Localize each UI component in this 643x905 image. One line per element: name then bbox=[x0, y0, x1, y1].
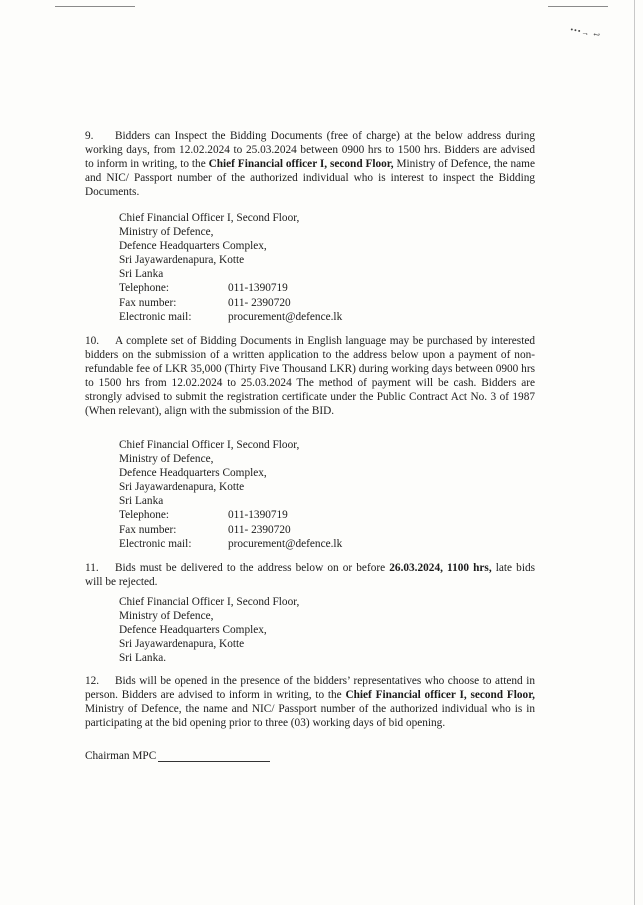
address-line: Defence Headquarters Complex, bbox=[119, 624, 267, 637]
fax-label: Fax number: bbox=[119, 523, 177, 536]
fax-label: Fax number: bbox=[119, 296, 177, 309]
paragraph-text: Ministry of Defence, the name and NIC/ Passport number of the authorized individual who is in participating at the bid opening prior to three (03) working days of bid opening. bbox=[85, 703, 535, 730]
paragraph-number: 11. bbox=[85, 562, 99, 574]
address-line: Ministry of Defence, bbox=[119, 453, 214, 466]
signature-blank bbox=[158, 750, 270, 762]
address-line: Ministry of Defence, bbox=[119, 610, 214, 623]
paragraph-text: A complete set of Bidding Documents in English language may be purchased by interested bidders on the submission of a written application to the address below upon a payment of non-refundable fee of LKR 35,000 (Thirty Five Thousand LKR) during working days between 0900 hrs to 1500 hrs from 12.02.2024 to 25.03.2024 The method of payment will be cash. Bidders are strongly advised to submit the registration certificate under the Public Contract Act No. 3 of 1987 (When relevant), align with the submission of the BID. bbox=[85, 335, 535, 418]
telephone-label: Telephone: bbox=[119, 509, 170, 522]
handwritten-mark: •••→ ↩ bbox=[569, 24, 602, 41]
paragraph-10 bbox=[85, 334, 535, 419]
address-line: Chief Financial Officer I, Second Floor, bbox=[119, 212, 300, 224]
email-value: procurement@defence.lk bbox=[228, 310, 343, 323]
top-edge-line-right bbox=[548, 6, 608, 7]
paragraph-bold-text: 26.03.2024, 1100 hrs, bbox=[389, 562, 492, 574]
paragraph-number: 12. bbox=[85, 675, 100, 687]
paragraph-number: 10. bbox=[85, 335, 100, 347]
signature-label: Chairman MPC bbox=[85, 750, 157, 762]
top-edge-line-left bbox=[55, 6, 135, 7]
email-row bbox=[119, 310, 342, 324]
address-block-2 bbox=[119, 438, 342, 551]
address-block-1 bbox=[119, 211, 342, 324]
address-line: Sri Jayawardenapura, Kotte bbox=[119, 638, 245, 651]
telephone-value: 011-1390719 bbox=[228, 282, 288, 295]
email-value: procurement@defence.lk bbox=[228, 537, 343, 550]
paragraph-bold-text: Chief Financial officer I, second Floor, bbox=[345, 689, 535, 702]
address-line: Defence Headquarters Complex, bbox=[119, 240, 267, 253]
address-line: Sri Jayawardenapura, Kotte bbox=[119, 254, 245, 267]
paragraph-text: Ministry of Defence, the name and NIC/ Passport number of the authorized individual who is interest to inspect the Bidding Documents. bbox=[85, 158, 535, 199]
fax-value: 011- 2390720 bbox=[228, 523, 291, 536]
telephone-row bbox=[119, 281, 342, 295]
address-line: Sri Lanka. bbox=[119, 652, 167, 665]
address-line: Sri Lanka bbox=[119, 268, 164, 281]
paragraph-12 bbox=[85, 674, 535, 730]
paragraph-number: 9. bbox=[85, 130, 94, 142]
address-line: Ministry of Defence, bbox=[119, 226, 214, 239]
paragraph-11 bbox=[85, 561, 535, 589]
telephone-value: 011-1390719 bbox=[228, 509, 288, 522]
signature-line bbox=[85, 750, 270, 762]
paragraph-text: Bids will be opened in the presence of the bidders’ representatives who choose to attend in person. Bidders are advised to inform in writing, to the bbox=[85, 675, 535, 702]
email-row bbox=[119, 537, 342, 551]
address-line: Chief Financial Officer I, Second Floor, bbox=[119, 596, 300, 608]
address-line: Chief Financial Officer I, Second Floor, bbox=[119, 439, 300, 451]
fax-row bbox=[119, 296, 342, 310]
address-line: Sri Lanka bbox=[119, 495, 164, 508]
address-block-3 bbox=[119, 595, 299, 665]
paragraph-text: late bids will be rejected. bbox=[85, 562, 536, 589]
address-line: Defence Headquarters Complex, bbox=[119, 467, 267, 480]
fax-row bbox=[119, 523, 342, 537]
paragraph-9 bbox=[85, 129, 535, 199]
paragraph-bold-text: Chief Financial officer I, second Floor, bbox=[208, 158, 394, 171]
telephone-row bbox=[119, 508, 342, 522]
fax-value: 011- 2390720 bbox=[228, 296, 291, 309]
paragraph-text: Bidders can Inspect the Bidding Documents (free of charge) at the below address during working days, from 12.02.2024 to 25.03.2024 between 0900 hrs to 1500 hrs. Bidders are advised to inform in writing, to the bbox=[85, 130, 535, 171]
address-line: Sri Jayawardenapura, Kotte bbox=[119, 481, 245, 494]
page-right-border bbox=[634, 0, 635, 905]
paragraph-text: Bids must be delivered to the address below on or before bbox=[115, 562, 390, 574]
telephone-label: Telephone: bbox=[119, 282, 170, 295]
email-label: Electronic mail: bbox=[119, 537, 192, 550]
email-label: Electronic mail: bbox=[119, 310, 192, 323]
